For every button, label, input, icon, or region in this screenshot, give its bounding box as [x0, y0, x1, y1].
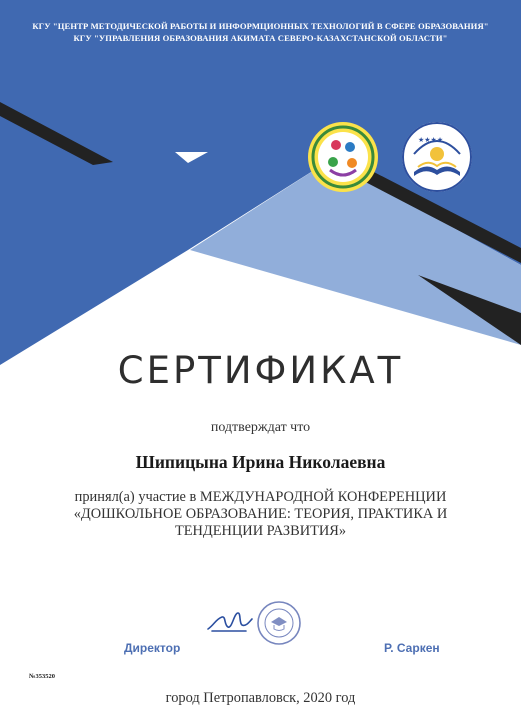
certificate-title: СЕРТИФИКАТ: [117, 349, 404, 392]
open-book-stars-icon: [400, 120, 474, 194]
confirmation-text: подтверждат что: [210, 420, 311, 435]
participation-line-3: ТЕНДЕНЦИИ РАЗВИТИЯ»: [174, 523, 347, 539]
footer-place-year: город Петропавловск, 2020 год: [165, 690, 356, 706]
organization-line-2: КГУ "УПРАВЛЕНИЯ ОБРАЗОВАНИЯ АКИМАТА СЕВЕРО-КАЗАХСТАНСКОЙ ОБЛАСТИ": [73, 33, 448, 43]
children-emblem-icon: [306, 120, 380, 194]
certificate-number: №353520: [29, 673, 56, 680]
signer-name: Р. Саркен: [384, 641, 440, 655]
svg-text:★★★★: ★★★★: [418, 136, 444, 144]
organization-header: [0, 20, 521, 44]
participation-line-1: принял(а) участие в МЕЖДУНАРОДНОЙ КОНФЕРЕНЦИИ: [74, 489, 447, 505]
participation-line-2: «ДОШКОЛЬНОЕ ОБРАЗОВАНИЕ: ТЕОРИЯ, ПРАКТИКА И: [73, 506, 448, 522]
director-signature: [206, 607, 254, 637]
organization-line-1: КГУ "ЦЕНТР МЕТОДИЧЕСКОЙ РАБОТЫ И ИНФОРМЦИОННЫХ ТЕХНОЛОГИЙ В СФЕРЕ ОБРАЗОВАНИЯ": [32, 21, 489, 31]
director-label: Директор: [124, 641, 181, 655]
recipient-name: Шипицына Ирина Николаевна: [135, 452, 386, 472]
official-stamp: [256, 600, 302, 646]
participation-text: [40, 489, 481, 540]
